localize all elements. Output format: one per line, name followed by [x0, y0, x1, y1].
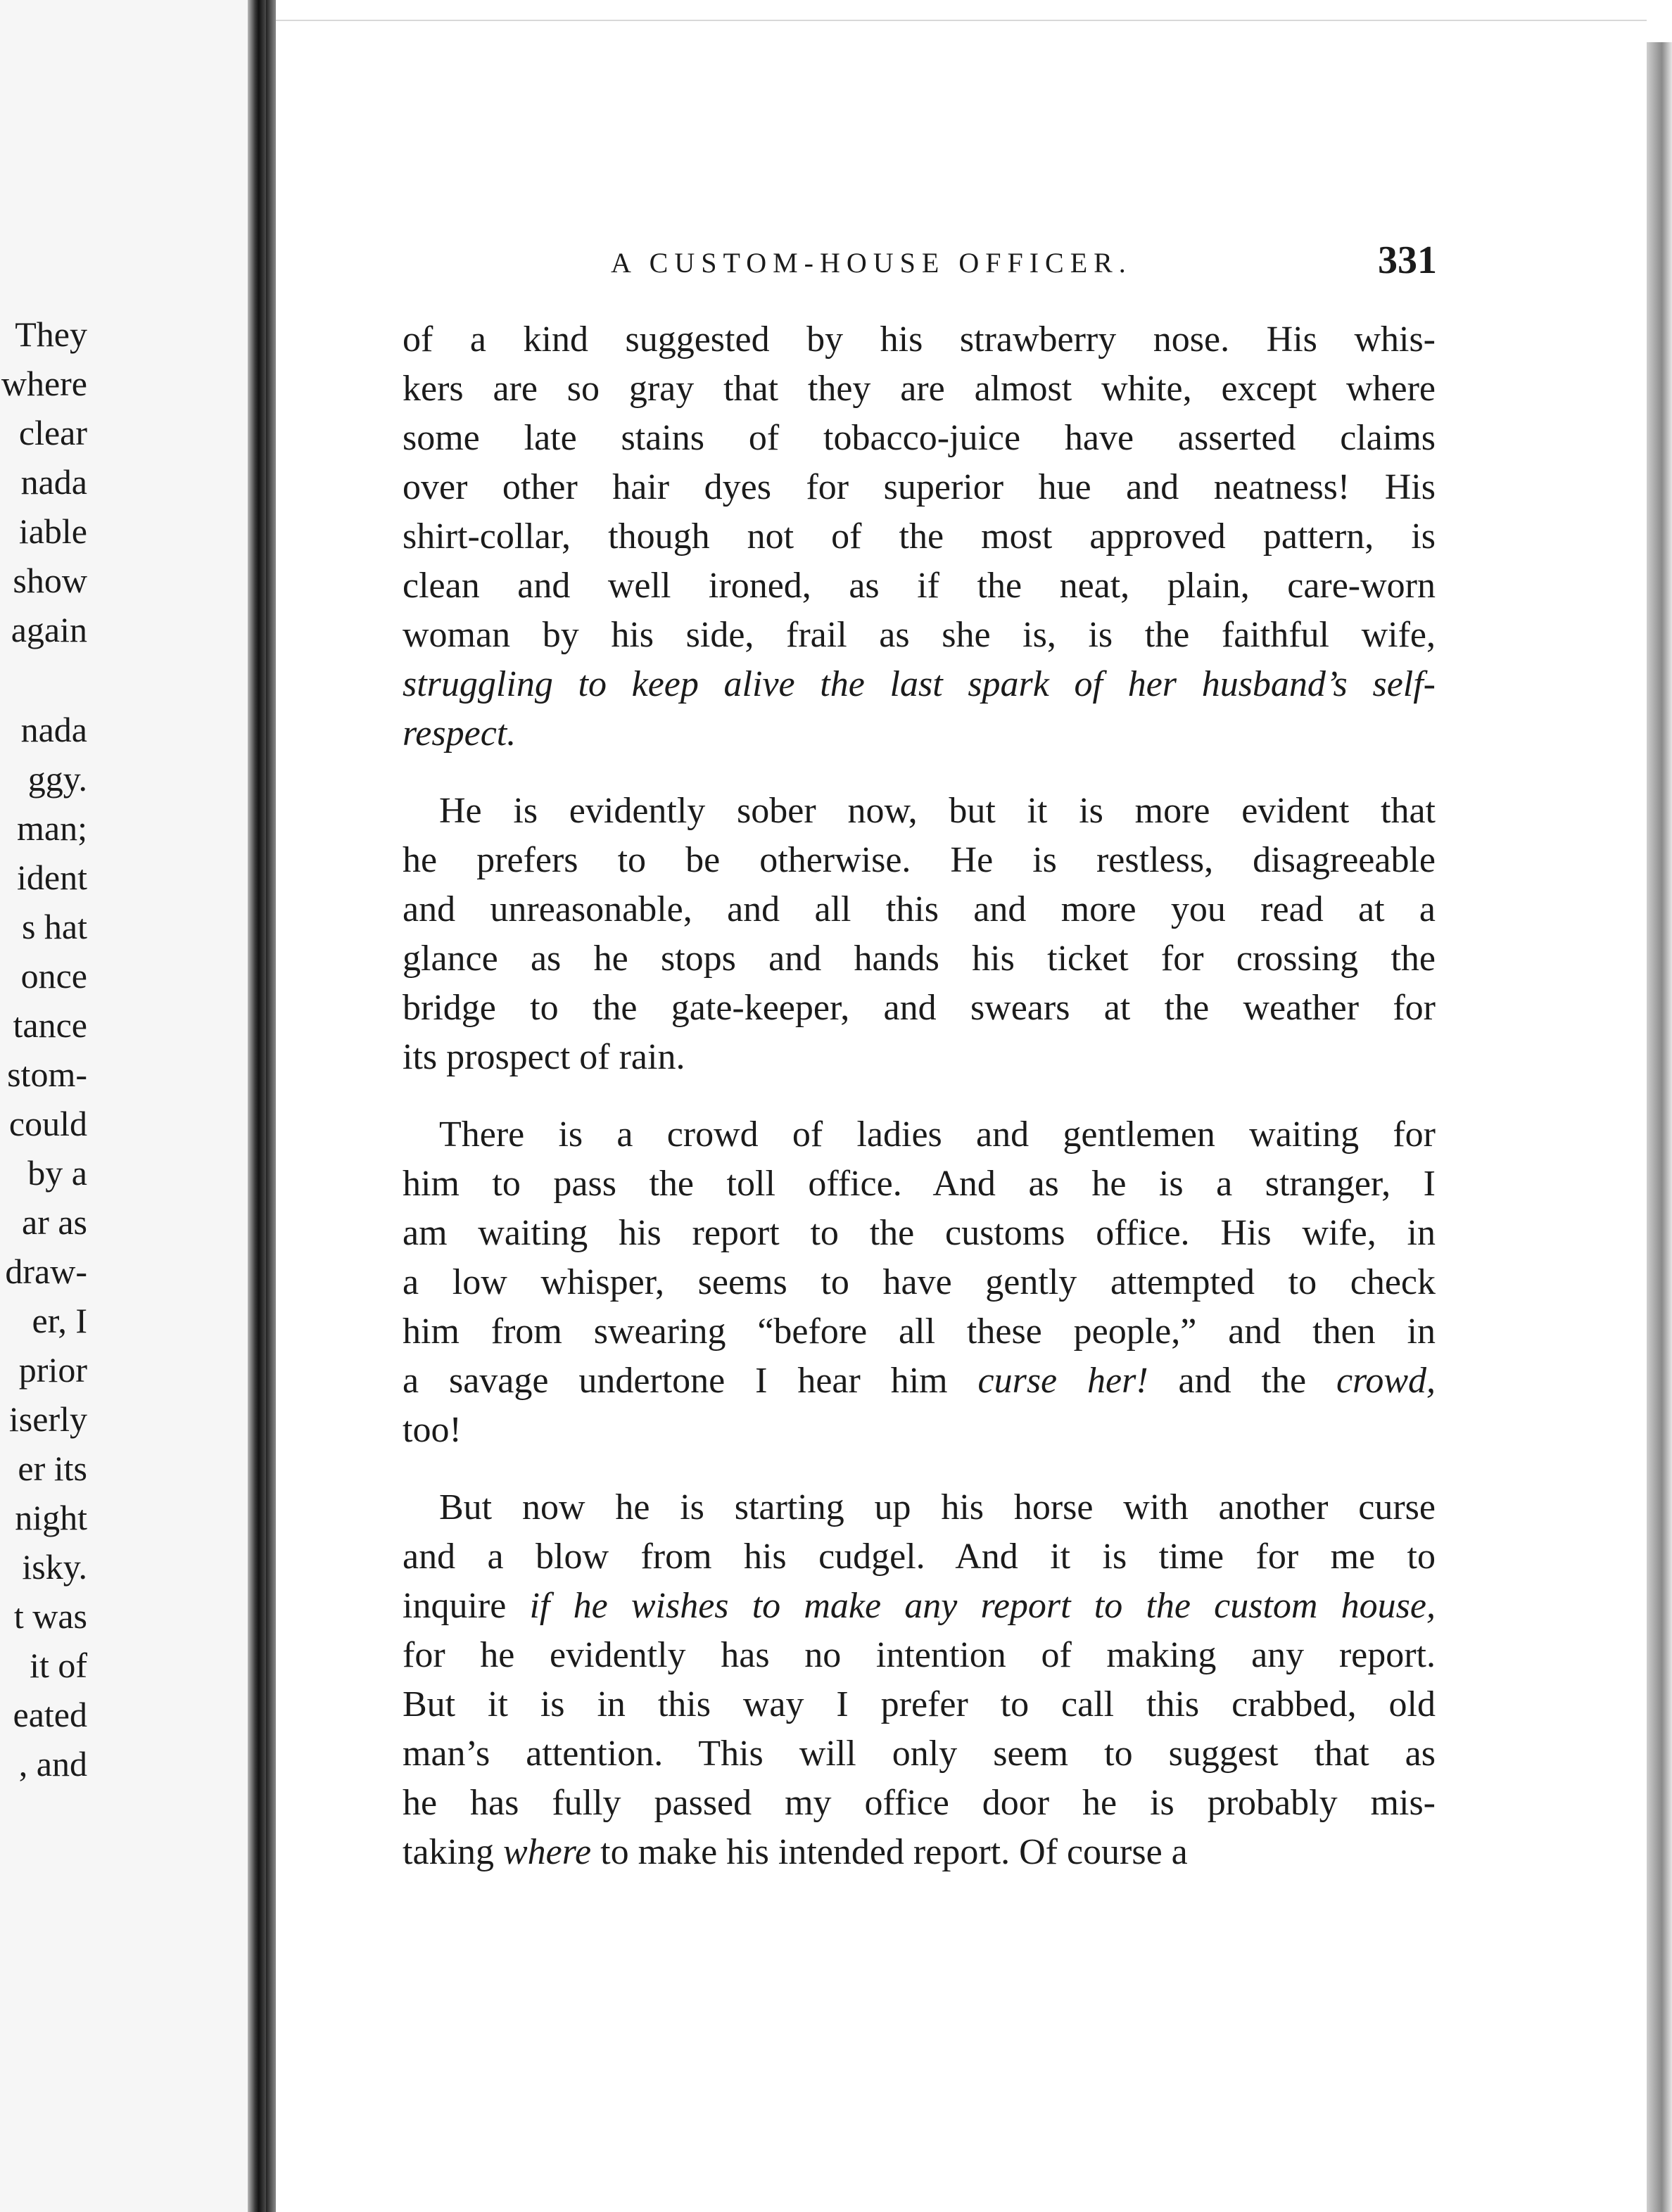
roman-text: and the [1148, 1361, 1336, 1401]
facing-page-line: it of [30, 1646, 87, 1685]
roman-text: glance as he stops and hands his ticket for crossing the [403, 939, 1436, 979]
roman-text: he prefers to be otherwise. He is restless, disagreeable [403, 840, 1436, 880]
roman-text: taking [403, 1832, 503, 1872]
facing-page-line: ggy. [27, 759, 87, 799]
book-gutter [248, 0, 266, 2212]
text-line [403, 1483, 1436, 1532]
text-line [403, 984, 1436, 1033]
roman-text: him to pass the toll office. And as he is a stranger, I [403, 1164, 1436, 1204]
roman-text: over other hair dyes for superior hue and neatness! His [403, 467, 1436, 507]
page-edge [1647, 42, 1672, 2212]
roman-text: and unreasonable, and all this and more you read at a [403, 889, 1436, 929]
facing-page-line: by a [27, 1153, 87, 1193]
italic-text: where [502, 1832, 592, 1872]
roman-text: too! [403, 1410, 462, 1450]
text-line [403, 364, 1436, 414]
text-line [403, 1258, 1436, 1307]
roman-text: bridge to the gate-keeper, and swears at the weather for [403, 988, 1436, 1028]
text-line [403, 1159, 1436, 1209]
text-line [403, 414, 1436, 463]
facing-page-left [0, 0, 248, 2212]
facing-page-line: man; [17, 808, 87, 848]
text-line [403, 512, 1436, 561]
facing-page-line: nada [20, 710, 87, 749]
text-line [403, 315, 1436, 364]
roman-text: inquire [403, 1586, 530, 1626]
page-number: 331 [1378, 239, 1437, 282]
facing-page-line: again [11, 610, 87, 649]
facing-page-line: stom- [7, 1055, 87, 1094]
facing-page-line: ar as [22, 1202, 87, 1242]
facing-page-line: ident [17, 858, 87, 897]
facing-page-line: show [13, 561, 87, 600]
paragraph [403, 315, 1436, 758]
roman-text: There is a crowd of ladies and gentlemen waiting for [439, 1114, 1436, 1155]
facing-page-line: draw- [5, 1252, 87, 1291]
facing-page-line: iable [18, 511, 87, 551]
text-line [403, 1828, 1436, 1877]
italic-text: if he wishes to make any report to the custom house, [529, 1586, 1436, 1626]
roman-text: am waiting his report to the customs office. His wife, in [403, 1213, 1436, 1253]
text-line [403, 1110, 1436, 1159]
text-line [403, 1680, 1436, 1729]
paragraph [403, 1483, 1436, 1877]
roman-text: kers are so gray that they are almost white, except where [403, 369, 1436, 409]
text-line [403, 1356, 1436, 1406]
italic-text: struggling to keep alive the last spark of her husband’s self- [403, 664, 1436, 704]
facing-page-line: prior [18, 1350, 87, 1390]
text-line [403, 463, 1436, 512]
italic-text: respect. [403, 713, 517, 754]
facing-page-line: s hat [21, 907, 87, 946]
text-line [403, 1209, 1436, 1258]
roman-text: He is evidently sober now, but it is more evident that [439, 791, 1436, 831]
roman-text: and a blow from his cudgel. And it is time for me to [403, 1537, 1436, 1577]
text-line [403, 1307, 1436, 1356]
text-line [403, 934, 1436, 984]
italic-text: crowd, [1336, 1361, 1436, 1401]
roman-text: a savage undertone I hear him [403, 1361, 978, 1401]
roman-text: he has fully passed my office door he is probably mis- [403, 1783, 1436, 1823]
facing-page-line: eated [13, 1695, 87, 1734]
roman-text: of a kind suggested by his strawberry nose. His whis- [403, 319, 1436, 360]
roman-text: But now he is starting up his horse with another curse [439, 1487, 1436, 1527]
roman-text: for he evidently has no intention of making any report. [403, 1635, 1436, 1675]
paragraph [403, 787, 1436, 1082]
roman-text: some late stains of tobacco-juice have asserted claims [403, 418, 1436, 458]
facing-page-text [0, 310, 87, 1788]
text-line [403, 660, 1436, 709]
roman-text: to make his intended report. Of course a [591, 1832, 1188, 1872]
roman-text: its prospect of rain. [403, 1037, 685, 1077]
text-line [403, 709, 1436, 758]
text-line [403, 1582, 1436, 1631]
facing-page-line: clear [18, 413, 87, 452]
facing-page-line: t was [13, 1596, 87, 1636]
text-line [403, 1532, 1436, 1582]
text-line [403, 1729, 1436, 1779]
roman-text: him from swearing “before all these people,” and then in [403, 1311, 1436, 1352]
text-line [403, 885, 1436, 934]
facing-page-line: once [20, 956, 87, 996]
facing-page-line: , and [18, 1744, 87, 1784]
text-line [403, 1779, 1436, 1828]
text-line [403, 787, 1436, 836]
facing-page-line: er its [18, 1449, 87, 1488]
text-line [403, 836, 1436, 885]
facing-page-line: tance [13, 1005, 87, 1045]
roman-text: man’s attention. This will only seem to suggest that as [403, 1734, 1436, 1774]
roman-text: clean and well ironed, as if the neat, plain, care-worn [403, 566, 1436, 606]
facing-page-line: nada [20, 462, 87, 502]
facing-page-line: could [8, 1104, 87, 1143]
facing-page-line: night [15, 1498, 87, 1537]
text-line [403, 611, 1436, 660]
roman-text: But it is in this way I prefer to call this crabbed, old [403, 1684, 1436, 1724]
paragraph [403, 1110, 1436, 1455]
text-line [403, 1406, 1436, 1455]
facing-page-line: They [15, 314, 87, 354]
text-line [403, 1033, 1436, 1082]
body-text [403, 315, 1436, 1905]
text-line [403, 561, 1436, 611]
facing-page-line: er, I [32, 1301, 87, 1340]
roman-text: shirt-collar, though not of the most approved pattern, is [403, 516, 1436, 557]
facing-page-line: isky. [22, 1547, 87, 1587]
roman-text: a low whisper, seems to have gently attempted to check [403, 1262, 1436, 1302]
running-head: A CUSTOM-HOUSE OFFICER. [611, 247, 1132, 279]
facing-page-line: iserly [8, 1399, 87, 1439]
roman-text: woman by his side, frail as she is, is the faithful wife, [403, 615, 1436, 655]
italic-text: curse her! [977, 1361, 1148, 1401]
page-fold-shadow [266, 0, 276, 2212]
text-line [403, 1631, 1436, 1680]
facing-page-line: where [1, 364, 87, 403]
